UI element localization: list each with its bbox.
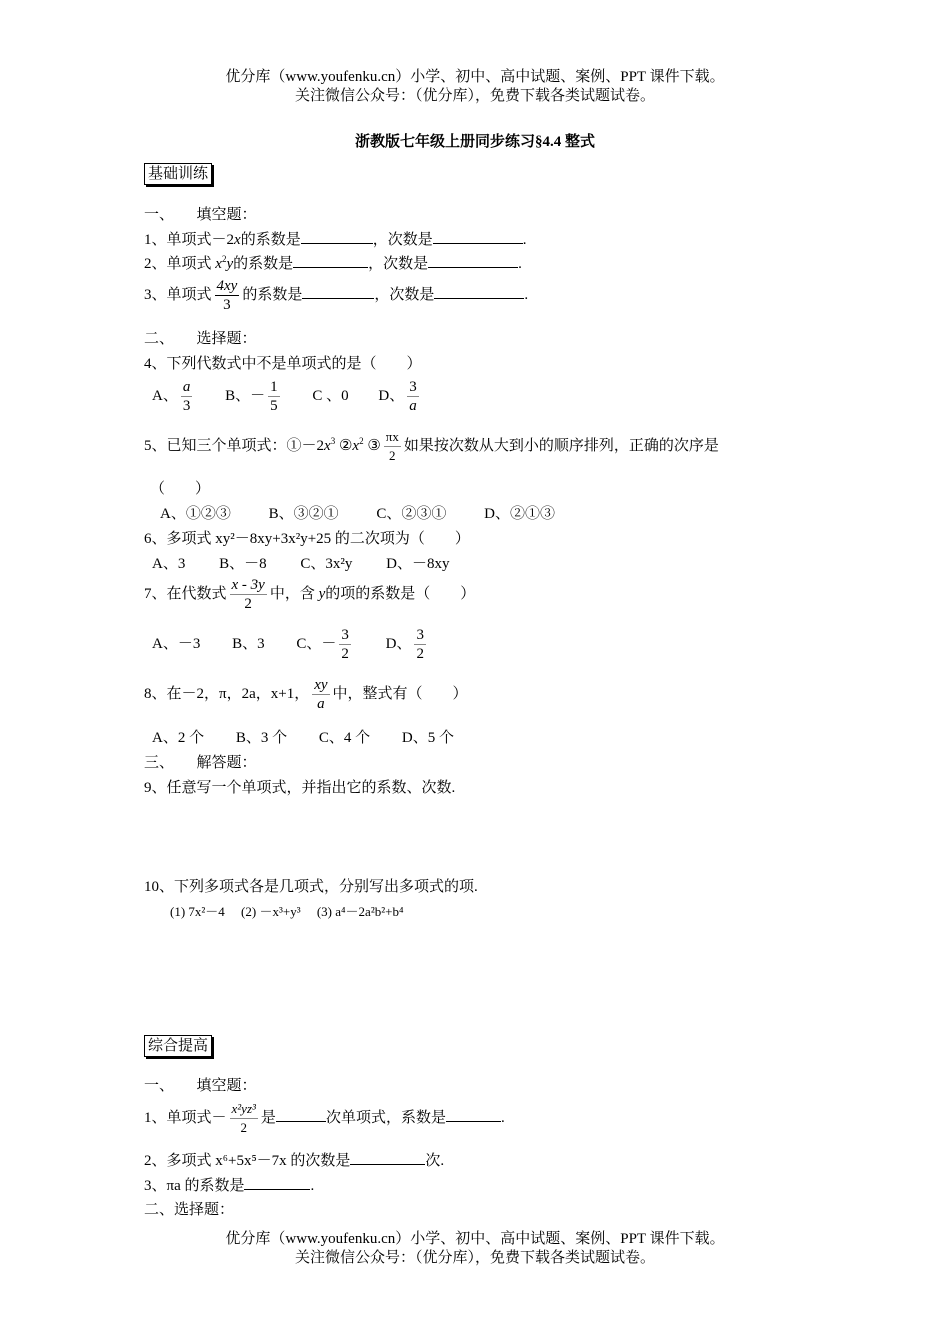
- question-2: 2、单项式 $x^2y$的系数是 ，次数是 .: [144, 254, 522, 272]
- question-9: 9、任意写一个单项式，并指出它的系数、次数.: [144, 780, 456, 796]
- answer-blank[interactable]: [301, 229, 373, 244]
- question-8: 8、在－2，π，2a，x+1， $\frac{xy}{a}$ 中，整式有（ ）: [144, 677, 468, 712]
- question-4-options: A、 $\frac{a}{3}$ B、－ $\frac{1}{5}$ C 、0 D、 $\frac{3}{a}$: [152, 379, 417, 414]
- question-5-paren: （ ）: [150, 481, 211, 497]
- answer-blank[interactable]: [428, 253, 518, 268]
- answer-blank[interactable]: [302, 284, 374, 299]
- answer-blank[interactable]: [433, 229, 523, 244]
- answer-blank[interactable]: [276, 1107, 326, 1122]
- question-10: 10、下列多项式各是几项式，分别写出多项式的项.: [144, 879, 478, 895]
- question-7-options: A、－3 B、3 C、－ $\frac{3}{2}$ D、 $\frac{3}{2}$: [152, 627, 424, 662]
- part-fill-blank: 一、 填空题：: [144, 207, 257, 223]
- part-answer: 三、 解答题：: [144, 755, 257, 771]
- header-line-1: 优分库（www.youfenku.cn）小学、初中、高中试题、案例、PPT 课件下载。: [225, 69, 725, 85]
- question-5: 5、已知三个单项式：$①-2x^3$ $②x^2$ ③ $\frac{\pi x}{2}$ 如果按次数从大到小的顺序排列，正确的次序是: [144, 429, 719, 463]
- part-multiple-choice: 二、 选择题：: [144, 331, 257, 347]
- question-1: 1、单项式－2x的系数是 ，次数是 .: [144, 228, 526, 249]
- question-2-1: 1、单项式－ $\frac{\text{x²yz³}}{2}$ 是 次单项式，系数是 .: [144, 1101, 505, 1135]
- answer-blank[interactable]: [434, 284, 524, 299]
- answer-blank[interactable]: [293, 253, 368, 268]
- section-label-basic: 基础训练: [144, 163, 212, 185]
- fraction: $\frac{4xy}{3}$: [216, 278, 238, 313]
- question-4: 4、下列代数式中不是单项式的是（ ）: [144, 356, 422, 372]
- footer-line-2: 关注微信公众号：（优分库），免费下载各类试题试卷。: [294, 1250, 655, 1266]
- section-label-advanced: 综合提高: [144, 1035, 212, 1057]
- question-5-options: A、①②③ B、③②① C、②③① D、②①③: [160, 506, 555, 522]
- part-multiple-choice-2: 二、选择题：: [144, 1202, 235, 1218]
- header-line-2: 关注微信公众号：（优分库），免费下载各类试题试卷。: [294, 88, 655, 104]
- question-7: 7、在代数式 $\frac{x - 3y}{2}$ 中，含 y的项的系数是（ ）: [144, 577, 476, 612]
- question-3: 3、单项式 $\frac{4xy}{3}$ 的系数是 ，次数是 .: [144, 278, 529, 313]
- question-8-options: A、2 个 B、3 个 C、4 个 D、5 个: [152, 730, 454, 746]
- page-title: 浙教版七年级上册同步练习§4.4 整式: [354, 134, 595, 150]
- question-2-2: 2、多项式 x⁶+5x⁵－7x 的次数是 次.: [144, 1149, 444, 1170]
- question-6-options: A、3 B、－8 C、3x²y D、－8xy: [152, 556, 450, 572]
- part-fill-blank-2: 一、 填空题：: [144, 1078, 257, 1094]
- answer-blank[interactable]: [446, 1107, 501, 1122]
- question-10-items: (1) 7x²－4 (2) －x³+y³ (3) a⁴－2a²b²+b⁴: [170, 904, 404, 919]
- answer-blank[interactable]: [244, 1175, 310, 1190]
- question-2-3: 3、πa 的系数是 .: [144, 1174, 314, 1195]
- footer-line-1: 优分库（www.youfenku.cn）小学、初中、高中试题、案例、PPT 课件下载。: [225, 1231, 725, 1247]
- answer-blank[interactable]: [350, 1150, 425, 1165]
- question-6: 6、多项式 xy²－8xy+3x²y+25 的二次项为（ ）: [144, 531, 470, 547]
